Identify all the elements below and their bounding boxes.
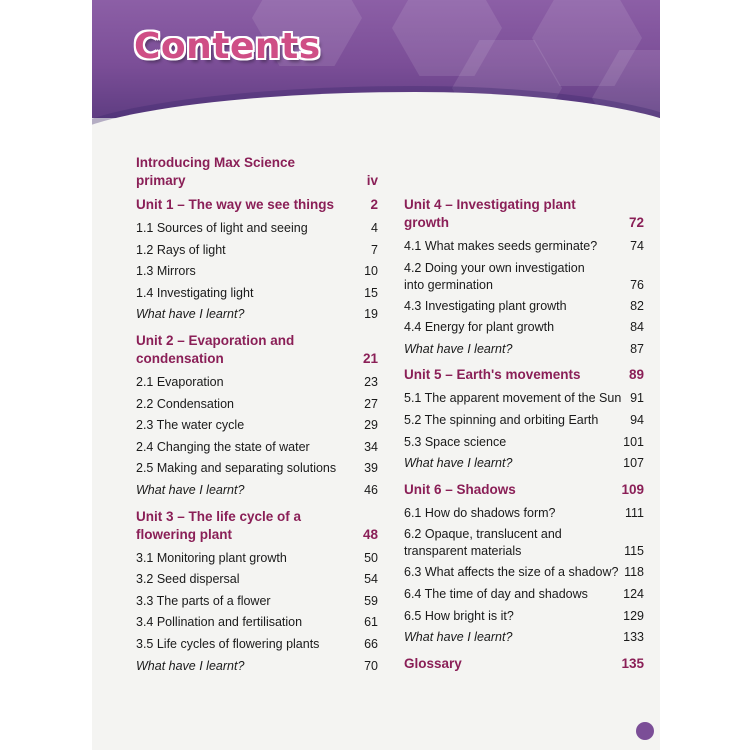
unit-page-number: 135: [621, 655, 644, 671]
review-entry: [136, 480, 378, 502]
entry-page-number: 15: [364, 285, 378, 300]
lesson-entry: [404, 524, 644, 562]
entry-title: 2.1 Evaporation: [136, 374, 224, 389]
entry-page-number: 91: [630, 391, 644, 406]
unit-title: Unit 6 – Shadows: [404, 481, 516, 497]
unit-heading: [404, 655, 644, 673]
contents-right-column: [404, 190, 644, 677]
entry-title: 3.3 The parts of a flower: [136, 593, 271, 608]
lesson-entry: [136, 612, 378, 634]
lesson-entry: [136, 283, 378, 305]
entry-page-number: 54: [364, 572, 378, 587]
lesson-entry: [404, 258, 644, 296]
entry-title: 1.1 Sources of light and seeing: [136, 221, 308, 235]
entry-title: What have I learnt?: [136, 658, 245, 673]
contents-left-column: [136, 148, 378, 677]
lesson-entry: [404, 503, 644, 525]
entry-title: 2.2 Condensation: [136, 396, 234, 411]
entry-page-number: 59: [364, 593, 378, 608]
unit-heading: [404, 366, 644, 384]
entry-page-number: 101: [623, 434, 644, 449]
lesson-entry: [404, 296, 644, 318]
unit-title: Unit 4 – Investigating plant growth: [404, 197, 576, 230]
entry-page-number: 76: [630, 277, 644, 292]
entry-title: 1.3 Mirrors: [136, 264, 196, 279]
entry-title: What have I learnt?: [404, 341, 513, 356]
review-entry: [404, 627, 644, 649]
entry-title: 1.2 Rays of light: [136, 242, 226, 257]
lesson-entry: [136, 634, 378, 656]
review-entry: [136, 304, 378, 326]
lesson-entry: [136, 372, 378, 394]
entry-page-number: 115: [624, 544, 644, 559]
entry-title: 6.4 The time of day and shadows: [404, 586, 588, 601]
review-entry: [404, 453, 644, 475]
entry-title: What have I learnt?: [136, 482, 245, 497]
entry-title: 5.3 Space science: [404, 434, 507, 449]
page-number-tab: [636, 722, 654, 740]
lesson-entry: [136, 437, 378, 459]
entry-title: 2.5 Making and separating solutions: [136, 461, 337, 476]
entry-title: 2.4 Changing the state of water: [136, 439, 310, 454]
entry-title: 5.2 The spinning and orbiting Earth: [404, 412, 599, 427]
entry-title: 1.4 Investigating light: [136, 285, 254, 300]
entry-title: 6.5 How bright is it?: [404, 608, 514, 623]
lesson-entry: [136, 394, 378, 416]
entry-title: 5.1 The apparent movement of the Sun: [404, 391, 622, 406]
lesson-entry: [404, 317, 644, 339]
lesson-entry: [136, 548, 378, 570]
unit-page-number: 89: [628, 367, 644, 383]
entry-title: 4.2 Doing your own investigation into germination: [404, 260, 585, 292]
entry-page-number: 27: [364, 396, 378, 411]
lesson-entry: [404, 236, 644, 258]
lesson-entry: [404, 432, 644, 454]
unit-heading: [136, 508, 378, 544]
unit-title: Unit 2 – Evaporation and condensation: [136, 332, 295, 366]
unit-title: Introducing Max Science primary: [136, 155, 296, 188]
lesson-entry: [404, 388, 644, 410]
lesson-entry: [136, 240, 378, 262]
entry-page-number: 39: [364, 461, 378, 476]
entry-title: 6.2 Opaque, translucent and transparent materials: [404, 527, 562, 559]
entry-page-number: 7: [371, 242, 378, 257]
entry-page-number: 111: [624, 505, 644, 520]
entry-title: 2.3 The water cycle: [136, 418, 245, 433]
entry-page-number: 84: [630, 320, 644, 335]
entry-page-number: 29: [364, 418, 378, 433]
entry-page-number: 87: [630, 341, 644, 356]
entry-page-number: 61: [364, 615, 378, 630]
entry-page-number: 34: [364, 439, 378, 454]
entry-title: 3.2 Seed dispersal: [136, 572, 240, 587]
lesson-entry: [404, 584, 644, 606]
entry-title: What have I learnt?: [136, 307, 245, 322]
unit-page-number: 2: [370, 197, 378, 212]
lesson-entry: [136, 415, 378, 437]
entry-page-number: 94: [630, 412, 644, 427]
page-title: Contents: [134, 26, 321, 67]
entry-page-number: 118: [624, 565, 644, 580]
entry-page-number: 23: [364, 374, 378, 389]
unit-heading: [136, 332, 378, 368]
entry-title: 3.1 Monitoring plant growth: [136, 550, 287, 565]
entry-page-number: 70: [364, 658, 378, 673]
unit-page-number: 48: [362, 526, 378, 542]
entry-title: 3.4 Pollination and fertilisation: [136, 615, 303, 630]
entry-title: What have I learnt?: [404, 456, 513, 471]
unit-title: Unit 1 – The way we see things: [136, 197, 335, 212]
lesson-entry: [136, 261, 378, 283]
unit-title: Unit 3 – The life cycle of a flowering plant: [136, 508, 302, 542]
review-entry: [404, 339, 644, 361]
lesson-entry: [136, 458, 378, 480]
unit-page-number: 109: [621, 481, 644, 497]
entry-page-number: 124: [623, 586, 644, 601]
entry-page-number: 46: [364, 482, 378, 497]
entry-page-number: 133: [623, 630, 644, 645]
review-entry: [136, 656, 378, 678]
entry-page-number: 4: [371, 221, 378, 235]
lesson-entry: [404, 606, 644, 628]
entry-title: 4.3 Investigating plant growth: [404, 298, 567, 313]
entry-page-number: 66: [364, 636, 378, 651]
entry-page-number: 19: [364, 307, 378, 322]
lesson-entry: [404, 410, 644, 432]
unit-page-number: 72: [628, 215, 644, 230]
unit-title: Glossary: [404, 655, 462, 671]
unit-title: Unit 5 – Earth's movements: [404, 367, 581, 383]
unit-heading: [136, 196, 378, 214]
entry-title: 4.4 Energy for plant growth: [404, 320, 555, 335]
entry-title: 6.1 How do shadows form?: [404, 505, 556, 520]
entry-page-number: 10: [364, 264, 378, 279]
unit-page-number: iv: [366, 173, 378, 188]
lesson-entry: [136, 591, 378, 613]
entry-page-number: 50: [364, 550, 378, 565]
unit-heading: [404, 196, 644, 232]
entry-page-number: 74: [630, 239, 644, 253]
unit-heading: [136, 154, 378, 190]
unit-heading: [404, 481, 644, 499]
entry-title: 3.5 Life cycles of flowering plants: [136, 636, 320, 651]
entry-page-number: 82: [630, 298, 644, 313]
unit-page-number: 21: [362, 350, 378, 366]
lesson-entry: [136, 218, 378, 240]
entry-page-number: 107: [623, 456, 644, 471]
entry-page-number: 129: [623, 608, 644, 623]
entry-title: 6.3 What affects the size of a shadow?: [404, 565, 619, 580]
lesson-entry: [136, 569, 378, 591]
entry-title: 4.1 What makes seeds germinate?: [404, 239, 598, 253]
entry-title: What have I learnt?: [404, 630, 513, 645]
lesson-entry: [404, 562, 644, 584]
